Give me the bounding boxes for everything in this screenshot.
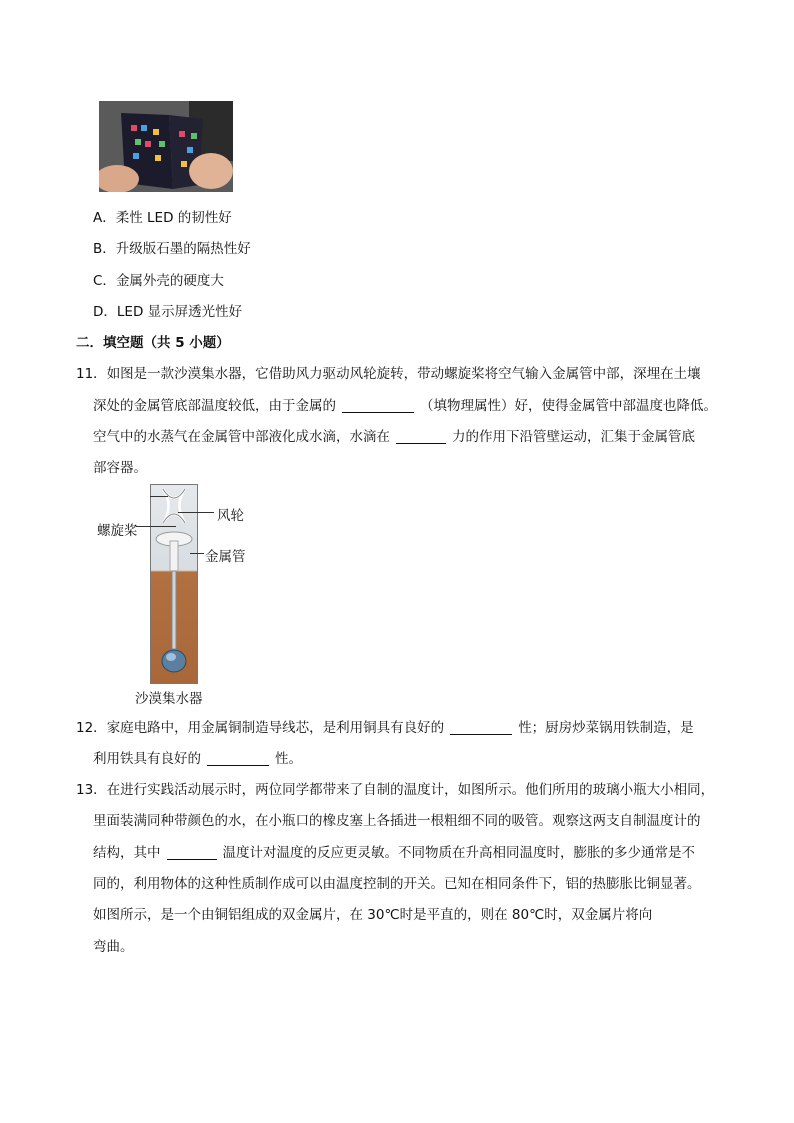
option-text: 升级版石墨的隔热性好 xyxy=(115,241,251,257)
q11-text: 如图是一款沙漠集水器，它借助风力驱动风轮旋转，带动螺旋桨将空气输入金属管中部，深埋在土壤 xyxy=(106,366,701,382)
option-c xyxy=(93,269,224,289)
option-text: 金属外壳的硬度大 xyxy=(115,273,224,289)
q12-line1 xyxy=(76,716,694,736)
q11-text: 深处的金属管底部温度较低，由于金属的 xyxy=(93,398,336,414)
answer-blank[interactable] xyxy=(207,751,269,766)
answer-blank[interactable] xyxy=(396,429,446,444)
option-text: LED 显示屏透光性好 xyxy=(116,304,243,320)
option-letter: D． xyxy=(93,304,117,320)
q13-text: 在进行实践活动展示时，两位同学都带来了自制的温度计，如图所示。他们所用的玻璃小瓶大小相同， xyxy=(106,782,715,798)
q12-text: 利用铁具有良好的 xyxy=(93,751,201,767)
water-collector-figure xyxy=(150,484,198,684)
option-b xyxy=(93,237,251,257)
foldable-phone-illustration xyxy=(99,101,233,192)
question-number: 12． xyxy=(76,720,107,736)
q13-line1 xyxy=(76,778,714,798)
label-fenglun: 风轮 xyxy=(217,508,244,524)
q13-line4: 同的，利用物体的这种性质制作成可以由温度控制的开关。已知在相同条件下，铝的热膨胀比铜显著。 xyxy=(93,876,701,892)
answer-blank[interactable] xyxy=(167,845,217,860)
foldable-phone-photo xyxy=(99,101,233,192)
figure-caption: 沙漠集水器 xyxy=(135,691,203,707)
label-jinshuguan: 金属管 xyxy=(205,549,246,565)
q13-text: 结构，其中 xyxy=(93,845,161,861)
q11-text: （填物理属性）好，使得金属管中部温度也降低。 xyxy=(420,398,717,414)
q12-text: 性；厨房炒菜锅用铁制造，是 xyxy=(518,720,694,736)
pointer-line xyxy=(150,496,168,497)
q11-line4: 部容器。 xyxy=(93,460,147,476)
answer-blank[interactable] xyxy=(450,720,512,735)
pointer-line xyxy=(190,553,204,554)
pointer-line xyxy=(136,526,176,527)
q11-line1 xyxy=(76,362,701,382)
q11-line3 xyxy=(93,425,695,445)
section-title: 二．填空题（共 5 小题） xyxy=(76,335,230,351)
label-luoxuanjiang: 螺旋桨 xyxy=(97,523,138,539)
question-number: 13． xyxy=(76,782,107,798)
q13-line5: 如图所示，是一个由铜铝组成的双金属片，在 30℃时是平直的，则在 80℃时，双金属片将向 xyxy=(93,907,653,923)
q11-text: 空气中的水蒸气在金属管中部液化成水滴，水滴在 xyxy=(93,429,390,445)
pointer-line xyxy=(178,512,214,513)
q13-text: 温度计对温度的反应更灵敏。不同物质在升高相同温度时，膨胀的多少通常是不 xyxy=(222,845,695,861)
question-number: 11． xyxy=(76,366,107,382)
option-letter: B． xyxy=(93,241,116,257)
option-text: 柔性 LED 的韧性好 xyxy=(115,210,232,226)
water-collector-illustration xyxy=(151,485,197,683)
q11-line2 xyxy=(93,394,717,414)
option-d xyxy=(93,300,242,320)
q11-text: 力的作用下沿管壁运动，汇集于金属管底 xyxy=(452,429,695,445)
q12-text: 性。 xyxy=(275,751,302,767)
q13-line3 xyxy=(93,841,695,861)
q12-text: 家庭电路中，用金属铜制造导线芯，是利用铜具有良好的 xyxy=(106,720,445,736)
q13-line2: 里面装满同种带颜色的水，在小瓶口的橡皮塞上各插进一根粗细不同的吸管。观察这两支自制温度计的 xyxy=(93,813,701,829)
option-a xyxy=(93,206,232,226)
option-letter: A． xyxy=(93,210,116,226)
q12-line2 xyxy=(93,747,302,767)
answer-blank[interactable] xyxy=(342,398,414,413)
q13-line6: 弯曲。 xyxy=(93,939,134,955)
option-letter: C． xyxy=(93,273,116,289)
